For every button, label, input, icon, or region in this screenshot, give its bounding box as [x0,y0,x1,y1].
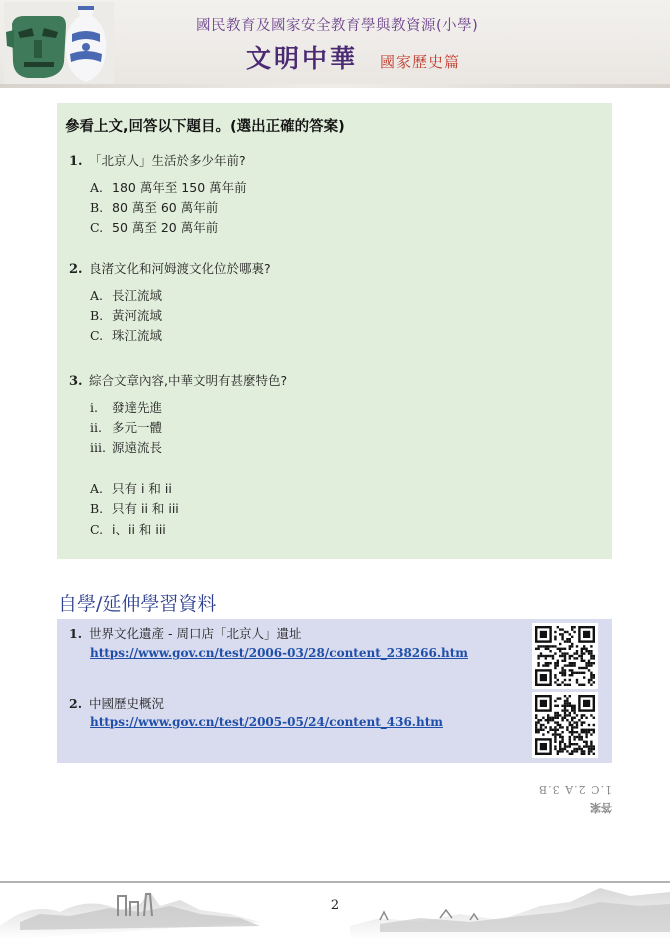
resource-title-text: 世界文化遺產 - 周口店「北京人」遺址 [89,626,302,641]
quiz-instruction: 參看上文,回答以下題目。(選出正確的答案) [65,119,345,135]
quiz-box [57,103,612,559]
qr-code-icon [535,626,595,686]
question-1 [69,151,246,169]
option-letter: B. [90,308,104,323]
question-3-option-c[interactable] [90,520,166,538]
statement-text: 源遠流長 [112,440,163,455]
option-text: 80 萬至 60 萬年前 [112,200,219,215]
question-text: 「北京人」生活於多少年前? [89,153,246,168]
option-text: 只有 i 和 ii [112,481,172,496]
question-3-option-a[interactable] [90,479,172,497]
option-text: 長江流域 [112,288,163,303]
option-letter: C. [90,328,104,343]
header-divider [0,84,670,88]
resource-2-link[interactable]: https://www.gov.cn/test/2005-05/24/content_436.htm [90,715,443,729]
question-2 [69,259,271,277]
question-3-statement-iii [90,438,162,456]
question-3-statement-i [90,398,162,416]
upside-down-answer-key [470,776,612,816]
option-text: 黃河流域 [112,308,163,323]
option-text: 180 萬年至 150 萬年前 [112,180,247,195]
option-text: 只有 ii 和 iii [112,501,179,516]
question-number: 2. [69,262,83,277]
option-text: 珠江流域 [112,328,163,343]
resource-title-text: 中國歷史概況 [89,696,165,711]
header-subtitle: 國民教育及國家安全教育學與教資源(小學) [196,18,479,34]
answer-key-values: 1.C 2.A 3.B [538,783,612,796]
statement-numeral: i. [90,400,98,415]
question-2-option-c[interactable] [90,326,162,344]
header-title: 文明中華 [246,44,359,73]
extension-resources-box [57,619,612,763]
resource-1-qr-code [532,623,598,689]
option-letter: A. [90,180,104,195]
resource-1-link[interactable]: https://www.gov.cn/test/2006-03/28/content_238266.htm [90,646,468,660]
option-letter: C. [90,220,104,235]
resource-number: 1. [69,626,83,641]
question-number: 3. [69,374,83,389]
bronze-mask-and-vase-logo [4,2,114,86]
question-2-option-b[interactable] [90,306,162,324]
question-1-option-b[interactable] [90,198,218,216]
option-letter: A. [90,288,104,303]
page-header [0,0,670,88]
question-text: 良渚文化和河姆渡文化位於哪裏? [89,261,271,276]
statement-numeral: iii. [90,440,106,455]
option-text: i、ii 和 iii [112,522,166,537]
resource-1-title [69,624,301,642]
page-number: 2 [330,898,340,913]
question-text: 綜合文章內容,中華文明有甚麼特色? [89,373,288,388]
resource-2-title [69,694,164,712]
question-1-option-c[interactable] [90,218,218,236]
statement-text: 多元一體 [112,420,163,435]
option-letter: B. [90,501,104,516]
resource-2-qr-code [532,692,598,758]
question-3-statement-ii [90,418,162,436]
option-letter: B. [90,200,104,215]
qr-code-icon [535,695,595,755]
header-part-label: 國家歷史篇 [380,53,461,71]
answer-key-label: 答案 [590,801,612,814]
option-text: 50 萬至 20 萬年前 [112,220,219,235]
extension-heading: 自學/延伸學習資料 [58,593,217,615]
statement-text: 發達先進 [112,400,163,415]
question-number: 1. [69,154,83,169]
option-letter: C. [90,522,104,537]
statement-numeral: ii. [90,420,102,435]
question-3-option-b[interactable] [90,499,179,517]
question-2-option-a[interactable] [90,286,162,304]
resource-number: 2. [69,696,83,711]
option-letter: A. [90,481,104,496]
question-1-option-a[interactable] [90,178,247,196]
question-3 [69,371,287,389]
